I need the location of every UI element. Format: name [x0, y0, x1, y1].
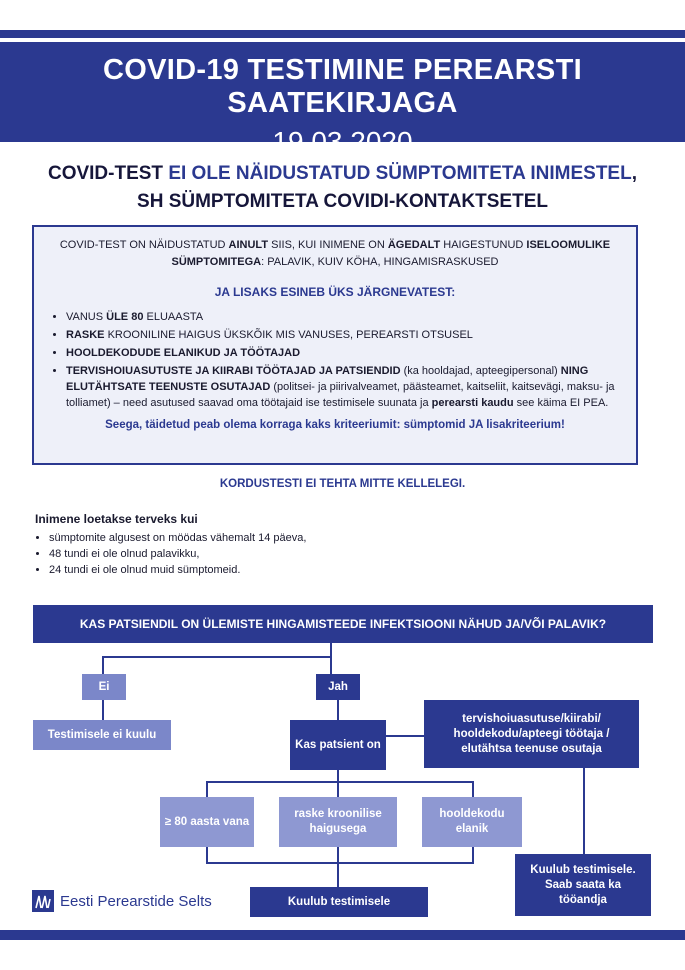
extra-criteria-heading: JA LISAKS ESINEB ÜKS JÄRGNEVATEST: [214, 285, 456, 299]
connector-line [472, 847, 474, 863]
item-text: VANUS [66, 311, 107, 323]
healthy-section [35, 512, 306, 578]
intro-text: HAIGESTUNUD [440, 239, 527, 251]
connector-line [206, 781, 474, 783]
connector-line [206, 781, 208, 797]
flow-patient-is: Kas patsient on [290, 720, 386, 770]
flow-no: Ei [82, 674, 126, 700]
connector-line [102, 700, 104, 720]
list-item [66, 363, 618, 411]
org-logo-icon [32, 890, 54, 912]
flow-no-result: Testimisele ei kuulu [33, 720, 171, 750]
list-item: • sümptomite algusest on möödas vähemalt 14 päeva, [49, 530, 306, 546]
connector-line [206, 847, 208, 863]
bottom-stripe [0, 930, 685, 940]
connector-line [337, 700, 339, 720]
flow-age80: ≥ 80 aasta vana [160, 797, 254, 847]
flow-carehome: hooldekodu elanik [422, 797, 522, 847]
subtitle-line2: SH SÜMPTOMITETA COVIDI-KONTAKTSETEL [137, 191, 548, 212]
connector-line [583, 768, 585, 854]
list-item [66, 309, 618, 325]
healthy-list [35, 530, 306, 578]
intro-bold: AINULT [228, 239, 269, 251]
item-bold: TERVISHOIUASUTUSTE JA KIIRABI TÖÖTAJAD JA PATSIENDID [66, 365, 401, 377]
header-banner [0, 42, 685, 157]
top-stripe [0, 30, 685, 38]
connector-line [337, 781, 339, 797]
connector-line [102, 656, 104, 674]
page-date: 19.03.2020 [272, 126, 413, 157]
retest-note: KORDUSTESTI EI TEHTA MITTE KELLELEGI. [219, 478, 466, 490]
item-bold: HOOLDEKODUDE ELANIKUD JA TÖÖTAJAD [66, 347, 301, 359]
flow-chronic: raske kroonilise haigusega [279, 797, 397, 847]
connector-line [102, 656, 332, 658]
extra-criteria-list [52, 309, 618, 411]
intro-text: COVID-TEST ON NÄIDUSTATUD [59, 239, 229, 251]
org-logo [32, 890, 212, 912]
flow-health-worker: tervishoiuasutuse/kiirabi/ hooldekodu/apteegi töötaja / elutähtsa teenuse osutaja [424, 700, 639, 768]
connector-line [386, 735, 424, 737]
flow-result-testing: Kuulub testimisele [250, 887, 428, 917]
list-item: • 24 tundi ei ole olnud muid sümptomeid. [49, 562, 306, 578]
connector-line [472, 781, 474, 797]
item-text: KROONILINE HAIGUS ÜKSKÕIK MIS VANUSES, PEREARSTI OTSUSEL [104, 329, 473, 341]
subtitle-part: , [631, 163, 637, 184]
criteria-summary: Seega, täidetud peab olema korraga kaks kriteeriumit: sümptomid JA lisakriteerium! [105, 419, 565, 431]
item-text: (politsei- ja piirivalveamet, päästeamet, kaitseliit, kaitsevägi, maksu- ja tolliamet) – need asutused saavad oma töötajaid ise testimisele suunata ja [66, 381, 615, 409]
connector-line [330, 643, 332, 657]
page-title: COVID-19 TESTIMINE PEREARSTI SAATEKIRJAGA [103, 54, 582, 119]
item-text: (ka hooldajad, apteegipersonal) [400, 365, 561, 377]
subtitle [0, 160, 685, 216]
item-text: ELUAASTA [143, 311, 204, 323]
org-name: Eesti Perearstide Selts [60, 892, 212, 910]
connector-line [337, 847, 339, 887]
list-item [66, 327, 618, 343]
list-item [66, 345, 618, 361]
connector-line [206, 862, 474, 864]
item-bold: NING ELUTÄHTSATE TEENUSTE OSUTAJAD [66, 365, 589, 393]
criteria-box [32, 225, 638, 465]
flow-question: KAS PATSIENDIL ON ÜLEMISTE HINGAMISTEEDE INFEKTSIOONI NÄHUD JA/VÕI PALAVIK? [33, 605, 653, 643]
item-bold: RASKE [66, 329, 105, 341]
intro-text: : PALAVIK, KUIV KÖHA, HINGAMISRASKUSED [261, 256, 499, 268]
list-item: • 48 tundi ei ole olnud palavikku, [49, 546, 306, 562]
connector-line [330, 656, 332, 674]
intro-bold: ISELOOMULIKE SÜMPTOMITEGA [171, 239, 611, 268]
item-bold: ÜLE 80 [106, 311, 144, 323]
criteria-intro [52, 237, 618, 271]
item-text: see käima EI PEA. [513, 397, 609, 409]
healthy-heading: Inimene loetakse terveks kui [35, 512, 198, 526]
flow-result-employer: Kuulub testimisele. Saab saata ka tööandja [515, 854, 651, 916]
item-bold: perearsti kaudu [431, 397, 514, 409]
subtitle-emphasis: EI OLE NÄIDUSTATUD SÜMPTOMITETA INIMESTEL [168, 163, 632, 184]
intro-text: SIIS, KUI INIMENE ON [268, 239, 388, 251]
subtitle-part: COVID-TEST [47, 163, 169, 184]
intro-bold: ÄGEDALT [387, 239, 441, 251]
flow-yes: Jah [316, 674, 360, 700]
